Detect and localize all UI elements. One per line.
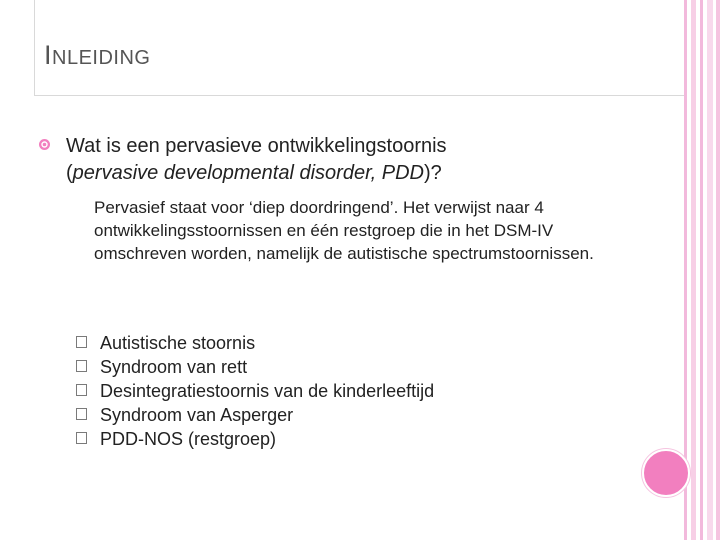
decor-circle — [642, 449, 690, 497]
main-bullet — [38, 133, 648, 187]
checkbox-icon — [76, 432, 87, 444]
decor-stripe — [700, 0, 703, 540]
list-item-label: Autistische stoornis — [100, 333, 256, 353]
checkbox-icon — [76, 408, 87, 420]
slide-title-rest: NLEIDING — [52, 47, 151, 69]
title-border-vertical — [34, 0, 35, 95]
list-item — [76, 379, 434, 403]
checkbox-icon — [76, 384, 87, 396]
main-bullet-close: )? — [423, 162, 442, 184]
checkbox-icon — [76, 360, 87, 372]
list-item-label: Syndroom van rett — [100, 357, 248, 377]
title-border-horizontal — [34, 95, 684, 96]
list-item-label: Desintegratiestoornis van de kinderleeftijd — [100, 381, 435, 401]
slide-title-initial: I — [44, 40, 53, 70]
disorder-list — [76, 331, 434, 451]
main-bullet-line1: Wat is een pervasieve ontwikkelingstoornis — [66, 135, 447, 157]
list-item-label: Syndroom van Asperger — [100, 405, 294, 425]
main-bullet-text — [66, 133, 648, 187]
checkbox-icon — [76, 336, 87, 348]
list-item — [76, 331, 434, 355]
decor-stripe — [716, 0, 720, 540]
main-bullet-open-paren: ( — [66, 162, 73, 184]
slide-title — [44, 40, 150, 71]
list-item — [76, 403, 434, 427]
decor-stripe — [707, 0, 713, 540]
list-item — [76, 427, 434, 451]
definition-paragraph: Pervasief staat voor ‘diep doordringend’. Het verwijst naar 4 ontwikkelingsstoornissen en één restgroep die in het DSM-IV omschreven worden, namelijk de autistische spectrumstoornissen. — [94, 198, 594, 263]
decor-stripe — [691, 0, 696, 540]
list-item-label: PDD-NOS (restgroep) — [100, 429, 277, 449]
pink-sun-icon — [38, 138, 51, 151]
list-item — [76, 355, 434, 379]
main-bullet-italic: pervasive developmental disorder, PDD — [72, 162, 424, 184]
